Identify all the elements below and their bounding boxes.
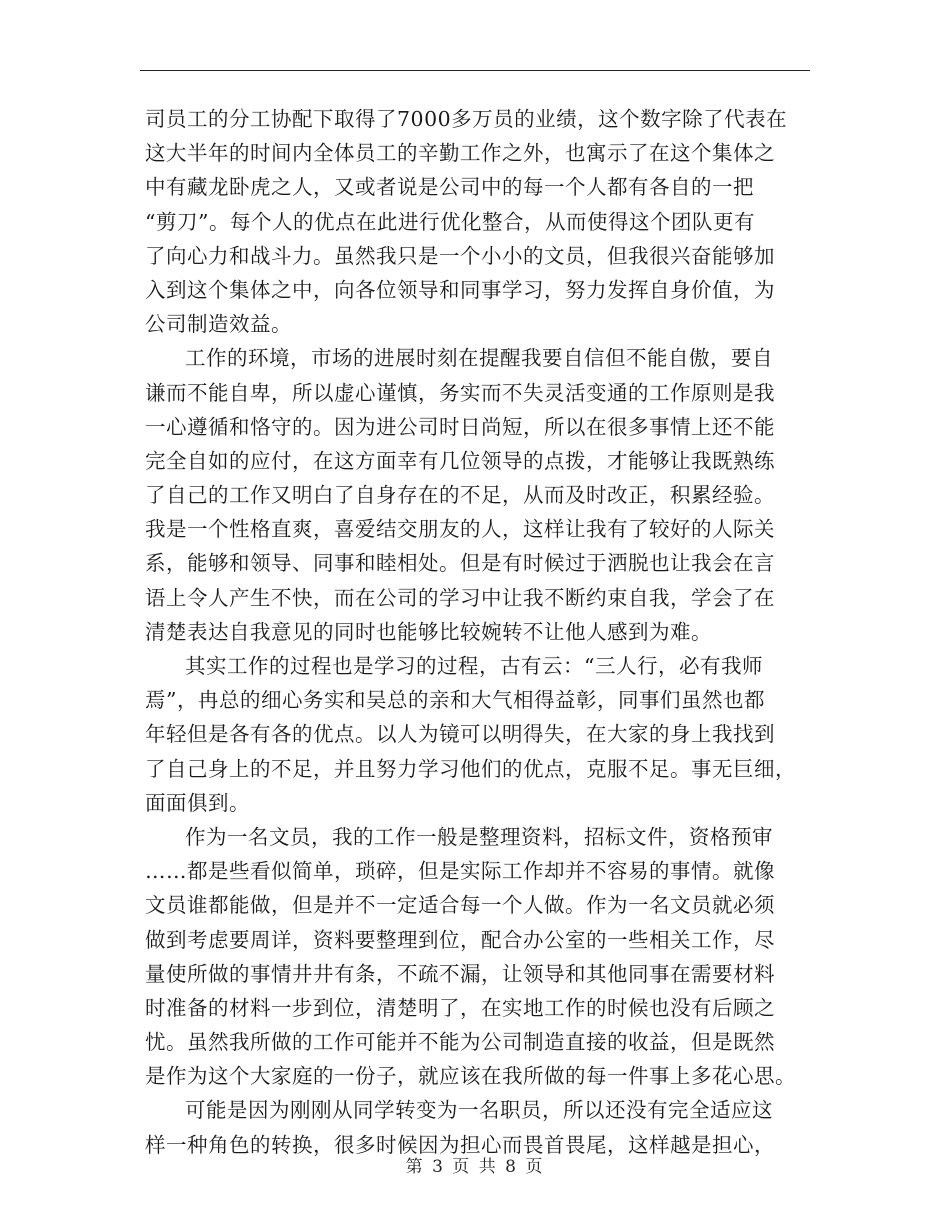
text-line: 样一种角色的转换，很多时候因为担心而畏首畏尾，这样越是担心， [145,1132,775,1157]
text-line: ……都是些看似简单，琐碎，但是实际工作却并不容易的事情。就像 [145,859,775,884]
text-line: 工作的环境，市场的进展时刻在提醒我要自信但不能自傲，要自 [185,346,773,371]
text-line: 其实工作的过程也是学习的过程，古有云：“三人行，必有我师 [185,654,763,678]
text-line: 忧。虽然我所做的工作可能并不能为公司制造直接的收益，但是既然 [145,1030,775,1055]
text-line: 是作为这个大家庭的一份子，就应该在我所做的每一件事上多花心思。 [145,1064,796,1089]
text-line: 了自己身上的不足，并且努力学习他们的优点，克服不足。事无巨细， [145,756,796,781]
text-line: 司员工的分工协配下取得了7000多万员的业绩，这个数字除了代表在 [145,107,788,131]
text-line: “剪刀”。每个人的优点在此进行优化整合，从而使得这个团队更有 [145,209,755,234]
text-line: 公司制造效益。 [145,312,292,337]
text-line: 谦而不能自卑，所以虚心谨慎，务实而不失灵活变通的工作原则是我 [145,380,775,405]
header-rule [140,70,810,71]
text-line: 完全自如的应付，在这方面幸有几位领导的点拨，才能够让我既熟练 [145,448,775,473]
text-line: 入到这个集体之中，向各位领导和同事学习，努力发挥自身价值，为 [145,277,775,302]
text-line: 焉”，冉总的细心务实和吴总的亲和大气相得益彰，同事们虽然也都 [145,688,765,713]
text-line: 系，能够和领导、同事和睦相处。但是有时候过于洒脱也让我会在言 [145,551,775,576]
text-line: 时准备的材料一步到位，清楚明了，在实地工作的时候也没有后顾之 [145,995,775,1020]
text-line: 了自己的工作又明白了自身存在的不足，从而及时改正，积累经验。 [145,483,775,508]
text-line: 作为一名文员，我的工作一般是整理资料，招标文件，资格预审 [185,824,773,849]
text-line: 做到考虑要周详，资料要整理到位，配合办公室的一些相关工作，尽 [145,927,775,952]
text-line: 可能是因为刚刚从同学转变为一名职员，所以还没有完全适应这 [185,1098,773,1123]
text-line: 我是一个性格直爽，喜爱结交朋友的人，这样让我有了较好的人际关 [145,517,775,542]
document-body [145,102,805,1162]
text-line: 这大半年的时间内全体员工的辛勤工作之外，也寓示了在这个集体之 [145,141,775,166]
text-line: 了向心力和战斗力。虽然我只是一个小小的文员，但我很兴奋能够加 [145,243,775,268]
text-line: 中有藏龙卧虎之人，又或者说是公司中的每一个人都有各自的一把 [145,175,754,200]
text-line: 清楚表达自我意见的同时也能够比较婉转不让他人感到为难。 [145,619,712,644]
text-line: 文员谁都能做，但是并不一定适合每一个人做。作为一名文员就必须 [145,893,775,918]
text-line: 面面俱到。 [145,790,250,815]
text-line: 年轻但是各有各的优点。以人为镜可以明得失，在大家的身上我找到 [145,722,775,747]
page-number-footer: 第 3 页 共 8 页 [405,1157,545,1177]
text-line: 语上令人产生不快，而在公司的学习中让我不断约束自我，学会了在 [145,585,775,610]
text-line: 量使所做的事情井井有条，不疏不漏，让领导和其他同事在需要材料 [145,961,775,986]
text-line: 一心遵循和恪守的。因为进公司时日尚短，所以在很多事情上还不能 [145,414,775,439]
